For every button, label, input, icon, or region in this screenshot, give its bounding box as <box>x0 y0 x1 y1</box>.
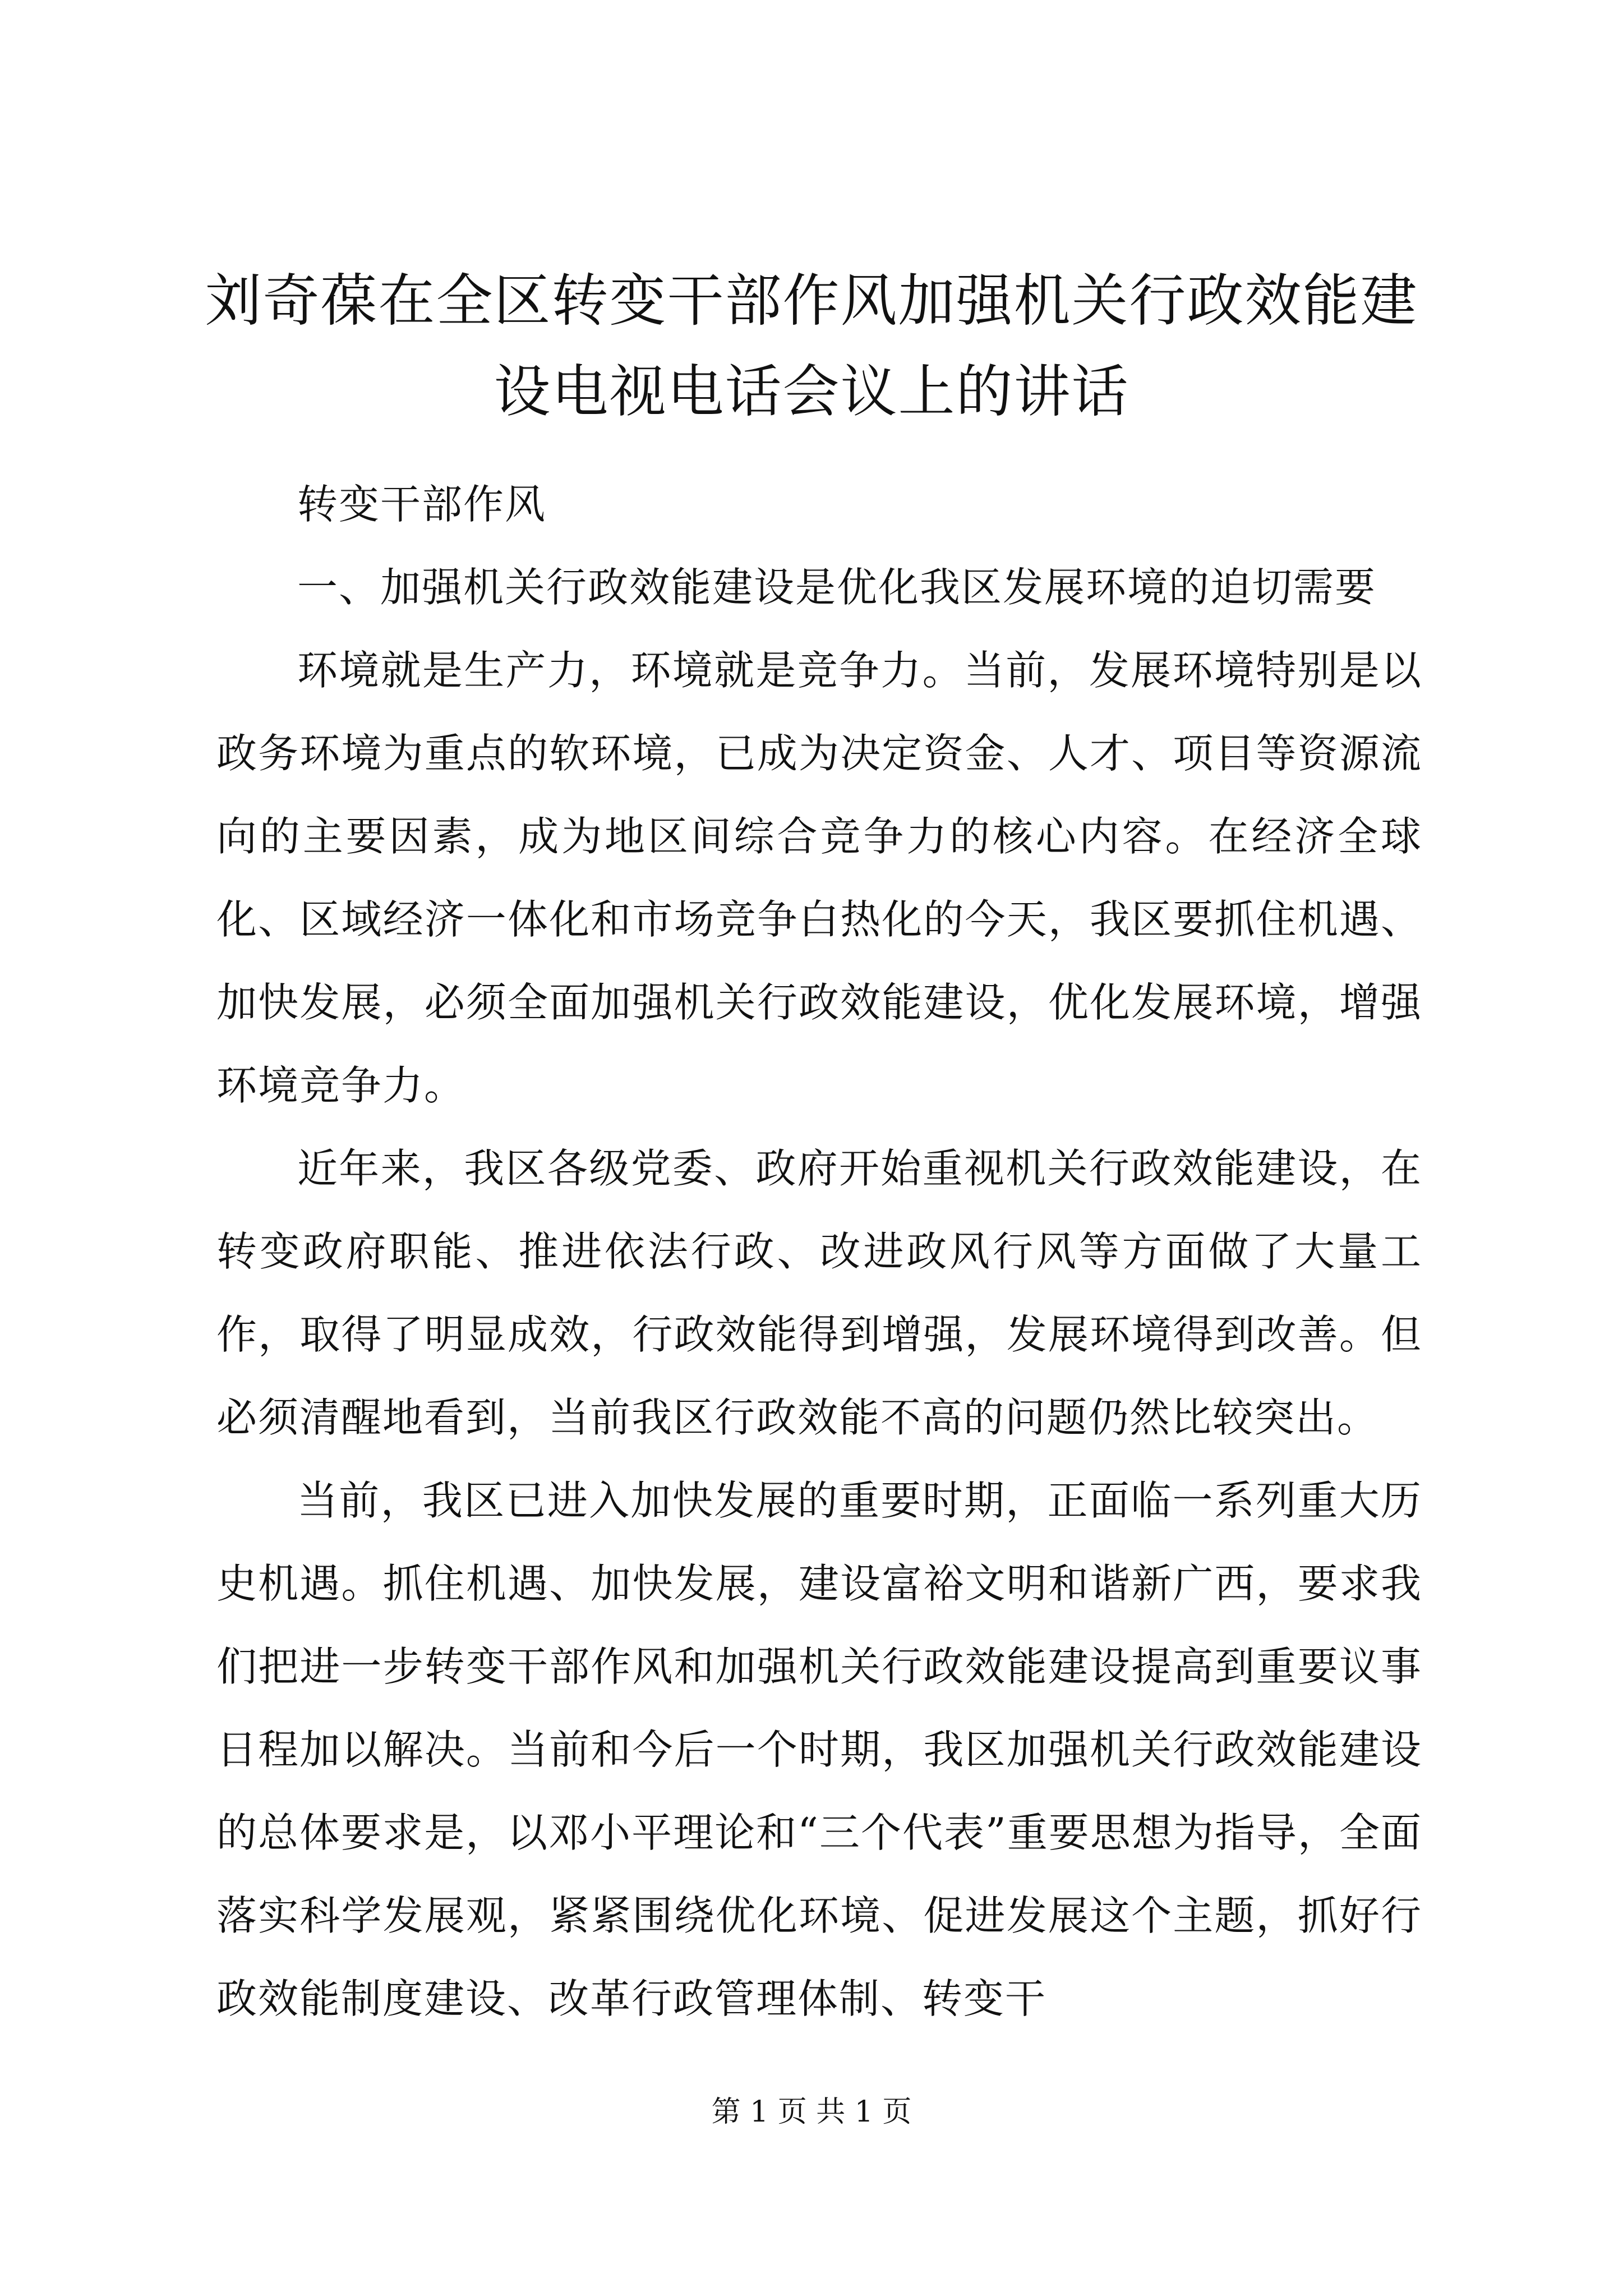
document-body <box>216 463 1422 2040</box>
paragraph-current-period: 当前，我区已进入加快发展的重要时期，正面临一系列重大历史机遇。抓住机遇、加快发展，建设富裕文明和谐新广西，要求我们把进一步转变干部作风和加强机关行政效能建设提高到重要议事日程加以解决。当前和今后一个时期，我区加强机关行政效能建设的总体要求是，以邓小平理论和“三个代表”重要思想为指导，全面落实科学发展观，紧紧围绕优化环境、促进发展这个主题，抓好行政效能制度建设、改革行政管理体制、转变干 <box>216 1477 1422 2022</box>
page-footer: 第 1 页 共 1 页 <box>711 2095 912 2129</box>
paragraph-section-heading: 一、加强机关行政效能建设是优化我区发展环境的迫切需要 <box>297 564 1377 611</box>
paragraph-environment: 环境就是生产力，环境就是竞争力。当前，发展环境特别是以政务环境为重点的软环境，已成为决定资金、人才、项目等资源流向的主要因素，成为地区间综合竞争力的核心内容。在经济全球化、区域经济一体化和市场竞争白热化的今天，我区要抓住机遇、加快发展，必须全面加强机关行政效能建设，优化发展环境，增强环境竞争力。 <box>216 647 1422 1109</box>
document-title: 刘奇葆在全区转变干部作风加强机关行政效能建设电视电话会议上的讲话 <box>205 268 1418 425</box>
paragraph-recent-years: 近年来，我区各级党委、政府开始重视机关行政效能建设，在转变政府职能、推进依法行政、改进政风行风等方面做了大量工作，取得了明显成效，行政效能得到增强，发展环境得到改善。但必须清醒地看到，当前我区行政效能不高的问题仍然比较突出。 <box>216 1145 1422 1441</box>
paragraph-subtitle: 转变干部作风 <box>297 481 547 528</box>
